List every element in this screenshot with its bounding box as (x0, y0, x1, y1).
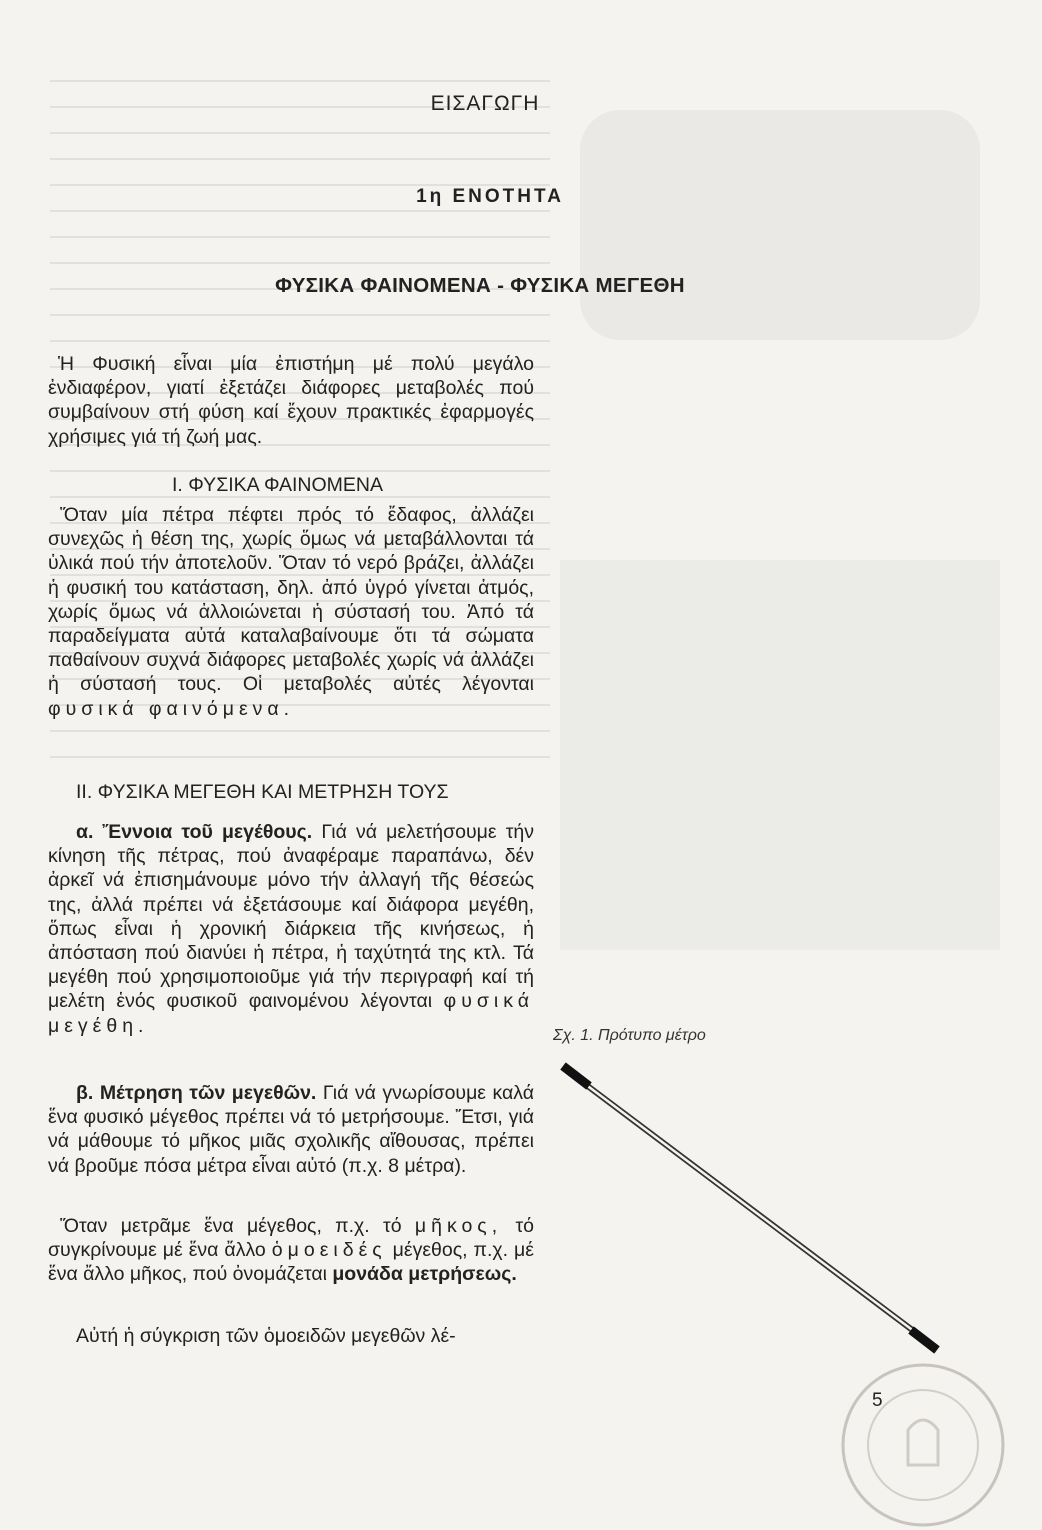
section-2d-paragraph: Αὐτή ἡ σύγκριση τῶν ὁμοειδῶν μεγεθῶν λέ- (76, 1325, 456, 1347)
section-2c-term2: ὁμοειδές (271, 1239, 387, 1262)
section-1-heading: Ι. ΦΥΣΙΚΑ ΦΑΙΝΟΜΕΝΑ (172, 474, 384, 496)
figure-caption: Σχ. 1. Πρότυπο μέτρο (553, 1027, 706, 1044)
section-2c-paragraph (48, 1214, 534, 1287)
standard-meter-figure (555, 1058, 955, 1358)
section-2a-paragraph (48, 820, 534, 1038)
section-2d-body (48, 1324, 534, 1348)
section-2a-term: φυσικά μεγέθη. (48, 990, 535, 1037)
section-2b-text: Γιά νά γνωρίσουμε καλά ἕνα φυσικό μέγεθος πρέπει νά τό μετρήσουμε. Ἔτσι, γιά νά μάθουμε τό μῆκος μιᾶς σχολικῆς αἴθουσας, πρέπει νά βροῦμε πόσα μέτρα εἶναι αὐτό (π.χ. 8 μέτρα). (48, 1082, 535, 1177)
section-2c-body (48, 1214, 534, 1287)
section-2c-text3: μέγεθος, π.χ. μέ ἕνα ἄλλο μῆκος, πού ὀνομάζεται (48, 1239, 534, 1286)
section-2c-bold-term: μονάδα μετρήσεως. (332, 1263, 517, 1286)
section-2a-label: α. Ἔννοια τοῦ μεγέθους. (76, 821, 313, 843)
section-2c-text1: Ὅταν μετρᾶμε ἕνα μέγεθος, π.χ. τό (60, 1215, 402, 1237)
intro-paragraph-block (48, 352, 534, 449)
section-2b-label: β. Μέτρηση τῶν μεγεθῶν. (76, 1082, 317, 1104)
section-2-heading: ΙΙ. ΦΥΣΙΚΑ ΜΕΓΕΘΗ ΚΑΙ ΜΕΤΡΗΣΗ ΤΟΥΣ (76, 781, 449, 803)
section-1-body (48, 503, 534, 721)
bleed-through-image (560, 560, 1000, 950)
section-2a-body (48, 820, 534, 1038)
page-number: 5 (872, 1390, 883, 1411)
section-1-paragraph (48, 503, 534, 721)
meter-bar-inner (569, 1072, 931, 1344)
intro-paragraph: Ἡ Φυσική εἶναι μία ἐπιστήμη μέ πολύ μεγάλο ἐνδιαφέρον, γιατί ἐξετάζει διάφορες μεταβολές πού συμβαίνουν στή φύση καί ἔχουν πρακτικές ἐφαρμογές χρήσιμες γιά τή ζωή μας. (48, 353, 534, 448)
section-2b-paragraph (48, 1081, 534, 1178)
chapter-title: ΦΥΣΙΚΑ ΦΑΙΝΟΜΕΝΑ - ΦΥΣΙΚΑ ΜΕΓΕΘΗ (275, 274, 685, 297)
section-2b-body (48, 1081, 534, 1178)
section-2a-text: Γιά νά μελετήσουμε τήν κίνηση τῆς πέτρας, πού ἀναφέραμε παραπάνω, δέν ἀρκεῖ νά ἐπισημάνουμε μόνο τήν ἀλλαγή τῆς θέσεώς της, ἀλλά πρέπει νά ἐξετάσουμε καί διάφορα μεγέθη, ὅπως εἶναι ἡ χρονική διάρκεια τῆς κινήσεως, ἡ ἀπόσταση πού διανύει ἡ πέτρα, ἡ ταχύτητά της κτλ. Τά μεγέθη πού χρησιμοποιοῦμε γιά τήν περιγραφή καί τή μελέτη ἑνός φυσικοῦ φαινομένου λέγονται (48, 821, 535, 1013)
unit-heading: 1η ΕΝΟΤΗΤΑ (416, 186, 564, 207)
section-1-text: Ὅταν μία πέτρα πέφτει πρός τό ἔδαφος, ἀλλάζει συνεχῶς ἡ θέση της, χωρίς ὅμως νά μεταβάλλονται τά ὑλικά πού τήν ἀποτελοῦν. Ὅταν τό νερό βράζει, ἀλλάζει ἡ φυσική του κατάσταση, δηλ. ἀπό ὑγρό γίνεται ἀτμός, χωρίς ὅμως νά ἀλλοιώνεται ἡ σύστασή του. Ἀπό τά παραδείγματα αὐτά καταλαβαίνουμε ὅτι τά σώματα παθαίνουν συχνά διάφορες μεταβολές χωρίς νά ἀλλάζει ἡ σύστασή τους. Οἱ μεταβολές αὐτές λέγονται (48, 504, 534, 696)
bleed-through-image (580, 110, 980, 340)
intro-heading: ΕΙΣΑΓΩΓΗ (430, 92, 540, 115)
meter-end-right (911, 1330, 937, 1350)
section-2c-term1: μῆκος, (414, 1215, 503, 1237)
library-stamp-seal (838, 1360, 1008, 1530)
meter-end-left (563, 1066, 589, 1086)
section-1-term: φυσικά φαινόμενα. (48, 697, 295, 720)
section-2c-text2: τό συγκρίνουμε μέ ἕνα ἄλλο (48, 1215, 535, 1262)
